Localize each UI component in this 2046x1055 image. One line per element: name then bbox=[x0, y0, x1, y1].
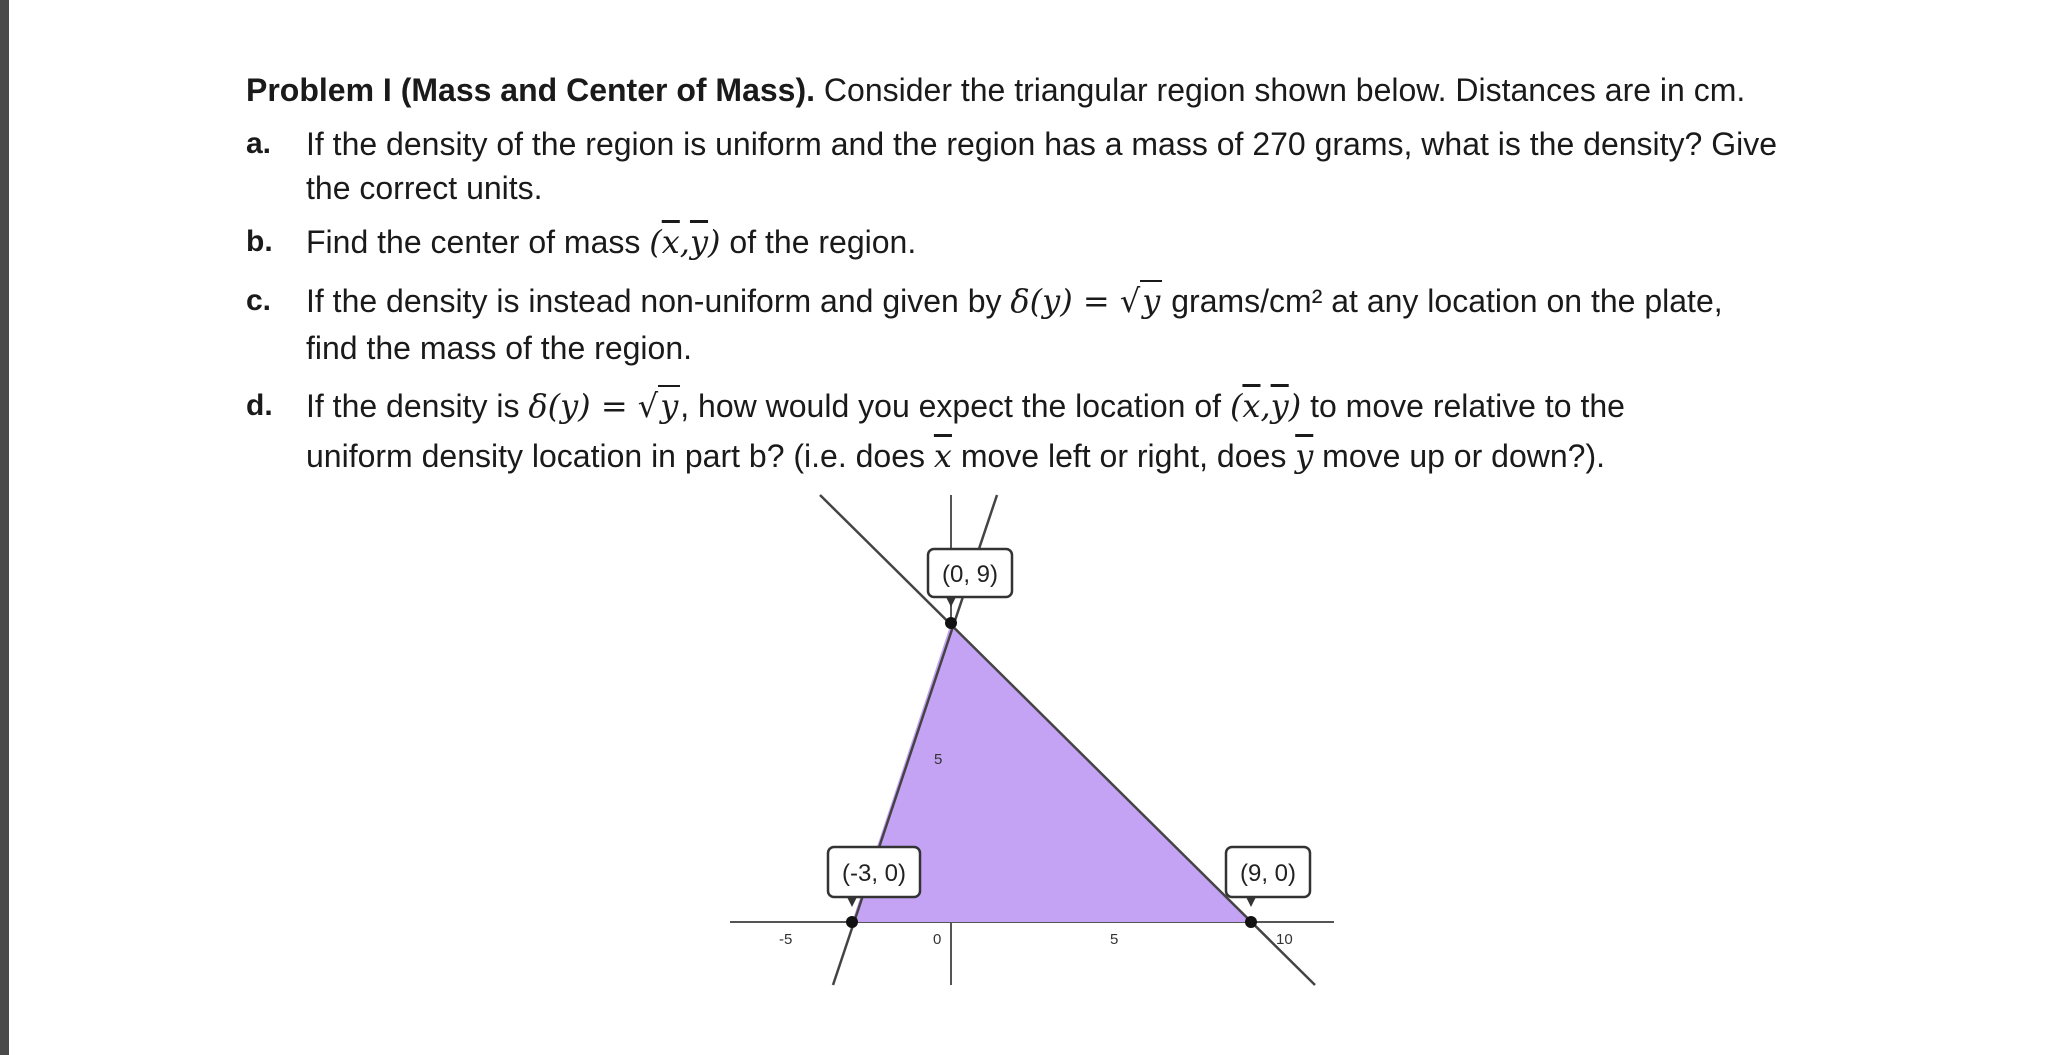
item-a-line2: the correct units. bbox=[306, 170, 543, 206]
x-tick-label: 0 bbox=[933, 931, 942, 948]
item-d-line1: If the density is δ(y) = √y, how would you expect the location of $(\overline{x},\overline{y})$ to move relative to the bbox=[306, 387, 1625, 425]
x-tick-label: -5 bbox=[779, 931, 793, 948]
item-a-line1: If the density of the region is uniform and the region has a mass of 270 grams, what is the density? Give bbox=[306, 126, 1778, 162]
vertex-label-0-9 bbox=[928, 549, 1012, 607]
vertex-label-neg3-0 bbox=[828, 847, 920, 907]
center-of-mass-expression: $(\overline{x},\overline{y})$ bbox=[649, 223, 721, 261]
y-tick-label: 5 bbox=[934, 751, 943, 768]
item-d-letter: d. bbox=[246, 389, 273, 422]
problem-intro: Consider the triangular region shown below. Distances are in cm. bbox=[815, 72, 1746, 108]
x-tick-label: 5 bbox=[1110, 931, 1119, 948]
density-function: δ(y) = bbox=[1010, 282, 1120, 320]
sqrt-expression: √y bbox=[1119, 282, 1161, 320]
item-a-letter: a. bbox=[246, 127, 272, 160]
svg-text:(-3, 0): (-3, 0) bbox=[841, 860, 907, 887]
item-c-line2: find the mass of the region. bbox=[306, 330, 692, 366]
x-tick-label: 10 bbox=[1276, 931, 1293, 948]
svg-text:(0, 9): (0, 9) bbox=[941, 561, 999, 588]
vertex-point bbox=[1245, 916, 1257, 928]
item-b-line1: Find the center of mass $(\overline{x},\overline{y})$ of the region. bbox=[306, 223, 917, 261]
item-b-letter: b. bbox=[246, 225, 273, 258]
sqrt-expression: √y bbox=[637, 387, 679, 425]
vertex-label-9-0 bbox=[1226, 847, 1310, 907]
vertex-point bbox=[846, 916, 858, 928]
item-c-letter: c. bbox=[246, 284, 272, 317]
x-bar: $\overline{x}$ bbox=[933, 437, 952, 475]
problem-heading: Problem I (Mass and Center of Mass). bbox=[246, 72, 816, 108]
y-bar: $\overline{y}$ bbox=[1295, 437, 1314, 475]
item-c-line1: If the density is instead non-uniform and given by δ(y) = √y grams/cm² at any location on the plate, bbox=[306, 282, 1723, 320]
center-of-mass-expression: $(\overline{x},\overline{y})$ bbox=[1229, 387, 1302, 425]
density-function: δ(y) = bbox=[528, 387, 638, 425]
item-d-line2: uniform density location in part b? (i.e. does $\overline{x}$ move left or right, does $\overline{y}$ move up or down?). bbox=[306, 437, 1605, 475]
vertex-point bbox=[945, 617, 957, 629]
svg-text:(9, 0): (9, 0) bbox=[1239, 860, 1297, 887]
